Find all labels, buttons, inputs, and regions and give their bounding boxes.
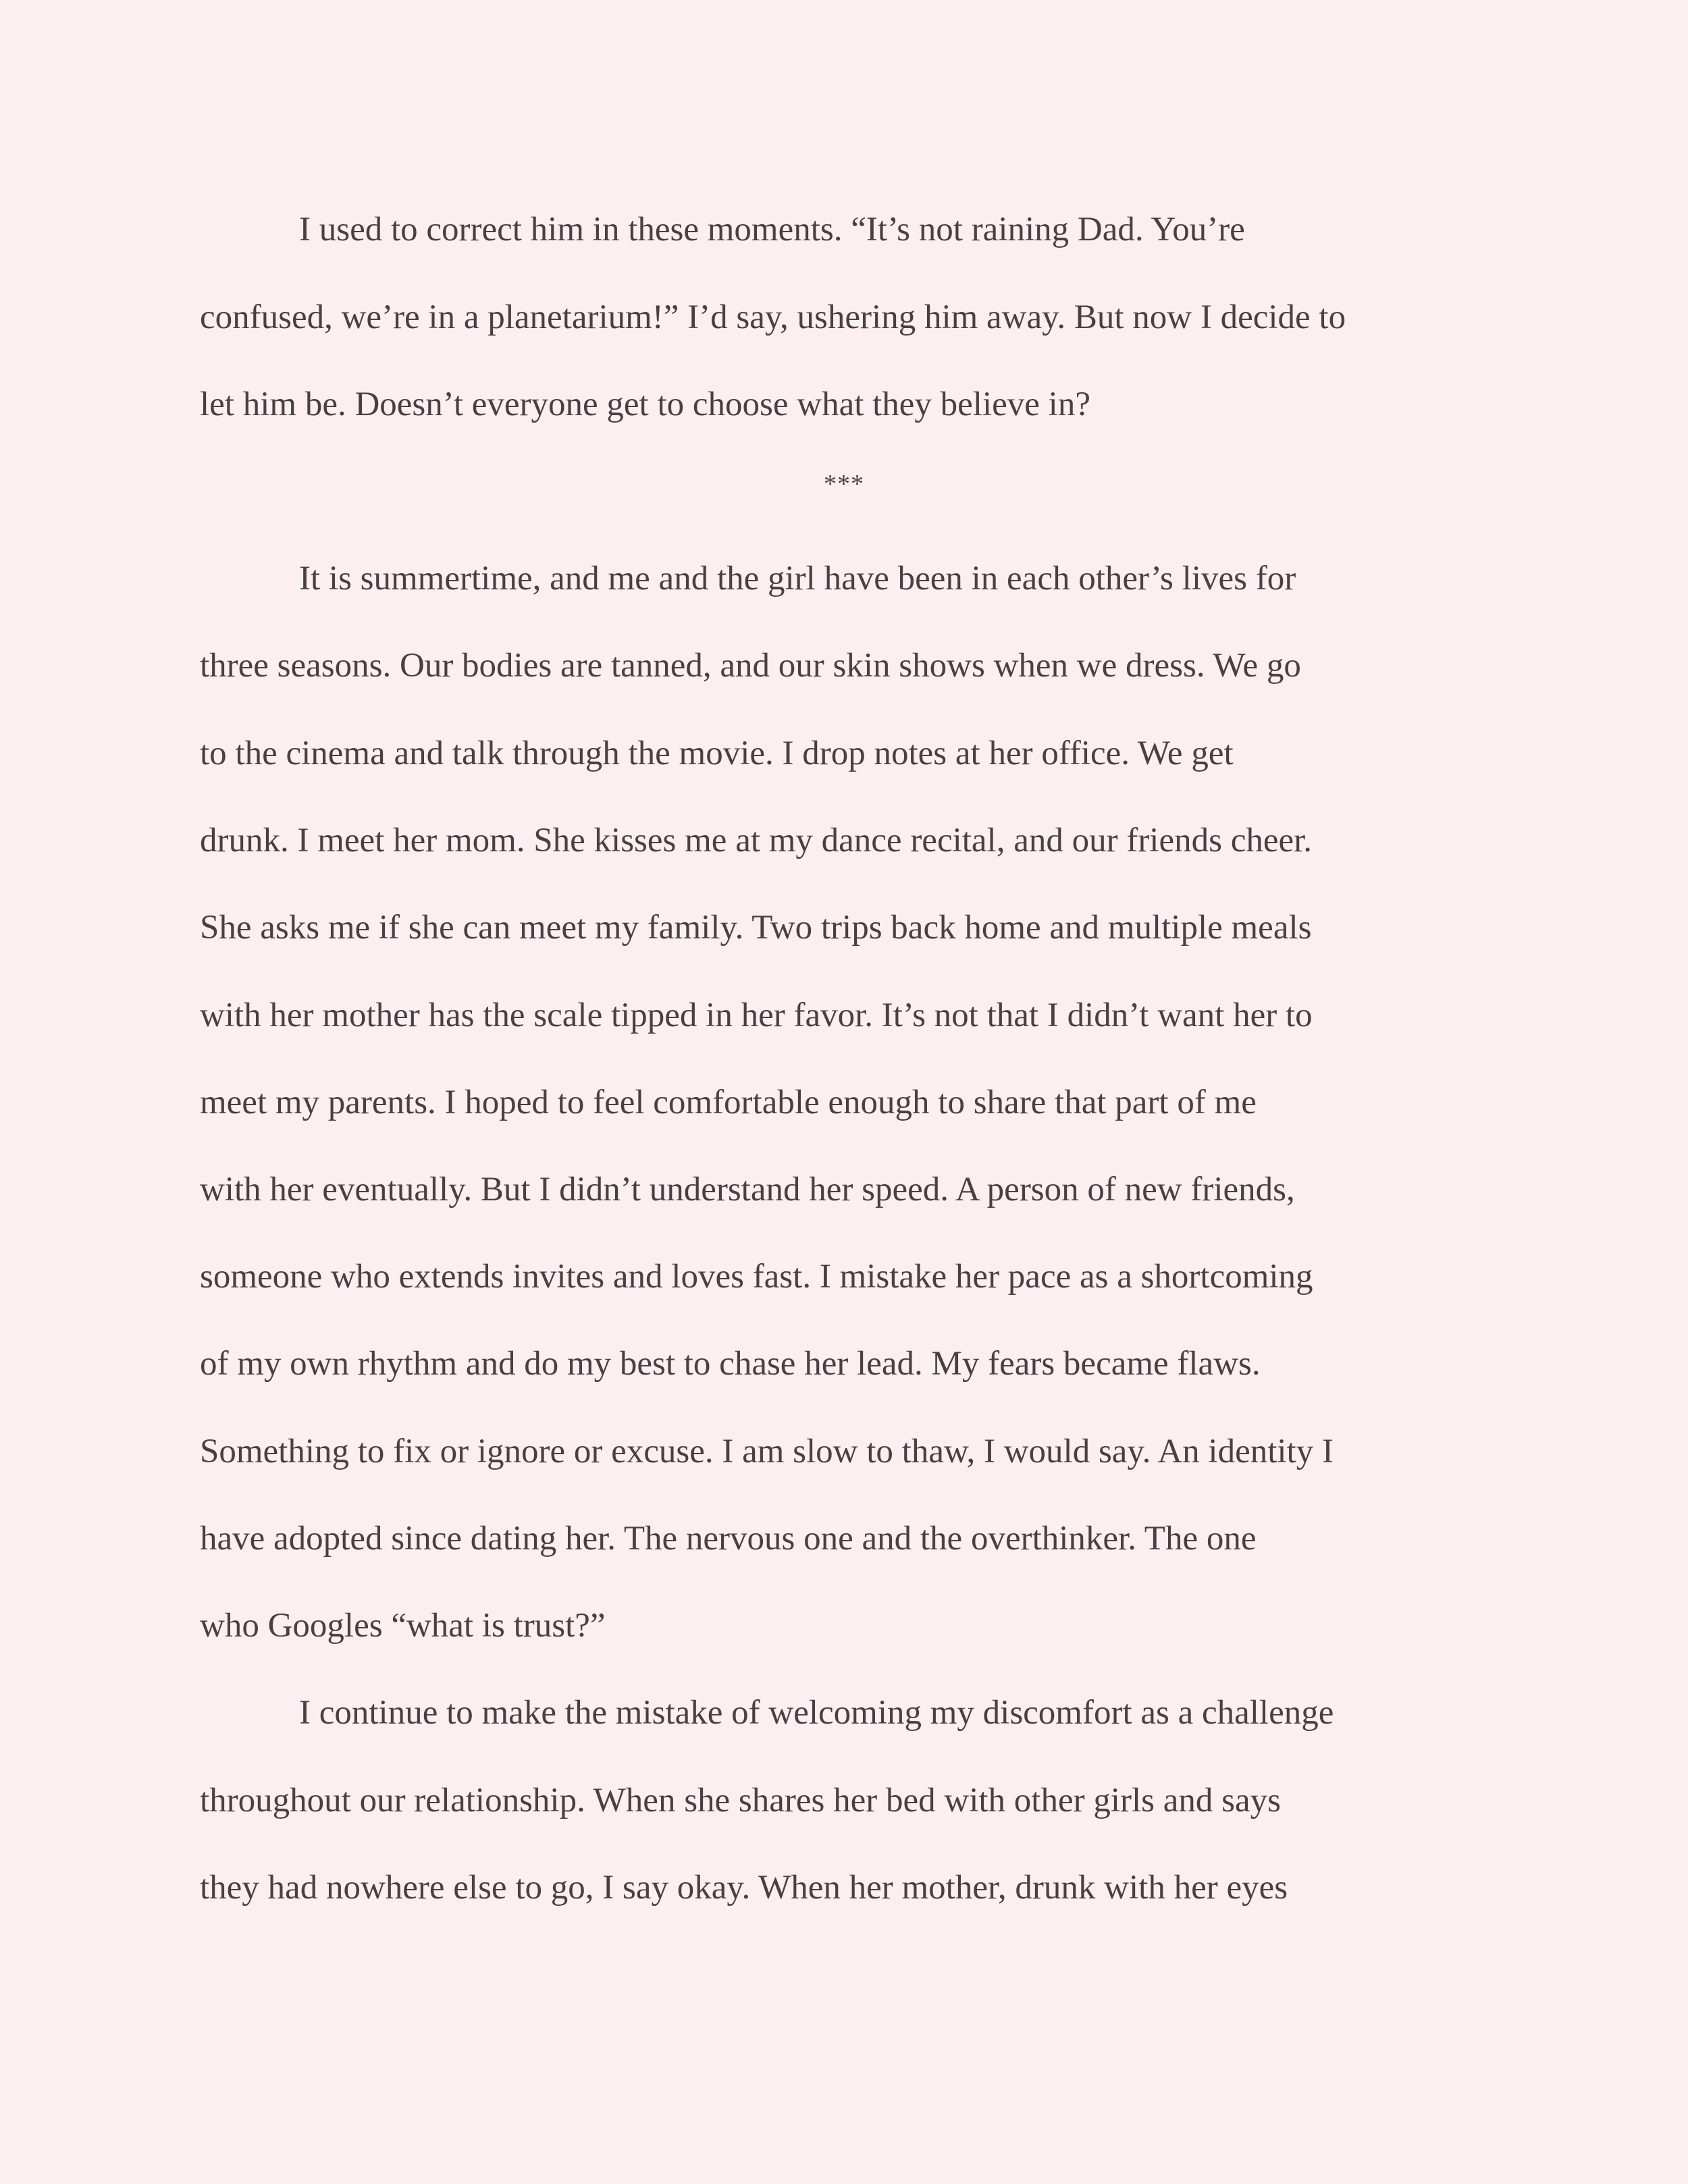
text-line: three seasons. Our bodies are tanned, and our skin shows when we dress. We go bbox=[200, 647, 1301, 685]
section-break: *** bbox=[824, 470, 864, 498]
text-line: with her mother has the scale tipped in her favor. It’s not that I didn’t want her to bbox=[200, 996, 1313, 1034]
text-line: throughout our relationship. When she shares her bed with other girls and says bbox=[200, 1782, 1281, 1819]
text-line: have adopted since dating her. The nervous one and the overthinker. The one bbox=[200, 1520, 1257, 1557]
text-line: I continue to make the mistake of welcoming my discomfort as a challenge bbox=[299, 1694, 1334, 1732]
text-line: meet my parents. I hoped to feel comfortable enough to share that part of me bbox=[200, 1084, 1257, 1121]
text-line: with her eventually. But I didn’t understand her speed. A person of new friends, bbox=[200, 1171, 1295, 1208]
text-line: to the cinema and talk through the movie. I drop notes at her office. We get bbox=[200, 735, 1234, 772]
text-line: of my own rhythm and do my best to chase her lead. My fears became flaws. bbox=[200, 1345, 1261, 1383]
text-line: Something to fix or ignore or excuse. I am slow to thaw, I would say. An identity I bbox=[200, 1433, 1334, 1470]
text-line: who Googles “what is trust?” bbox=[200, 1607, 606, 1645]
text-line: confused, we’re in a planetarium!” I’d say, ushering him away. But now I decide to bbox=[200, 298, 1346, 336]
text-line: I used to correct him in these moments. “It’s not raining Dad. You’re bbox=[299, 211, 1245, 248]
text-line: drunk. I meet her mom. She kisses me at my dance recital, and our friends cheer. bbox=[200, 822, 1313, 859]
text-line: they had nowhere else to go, I say okay. When her mother, drunk with her eyes bbox=[200, 1869, 1288, 1907]
text-line: someone who extends invites and loves fast. I mistake her pace as a shortcoming bbox=[200, 1258, 1313, 1296]
text-line: let him be. Doesn’t everyone get to choose what they believe in? bbox=[200, 385, 1090, 423]
text-line: It is summertime, and me and the girl have been in each other’s lives for bbox=[299, 560, 1296, 597]
text-line: She asks me if she can meet my family. Two trips back home and multiple meals bbox=[200, 909, 1312, 947]
